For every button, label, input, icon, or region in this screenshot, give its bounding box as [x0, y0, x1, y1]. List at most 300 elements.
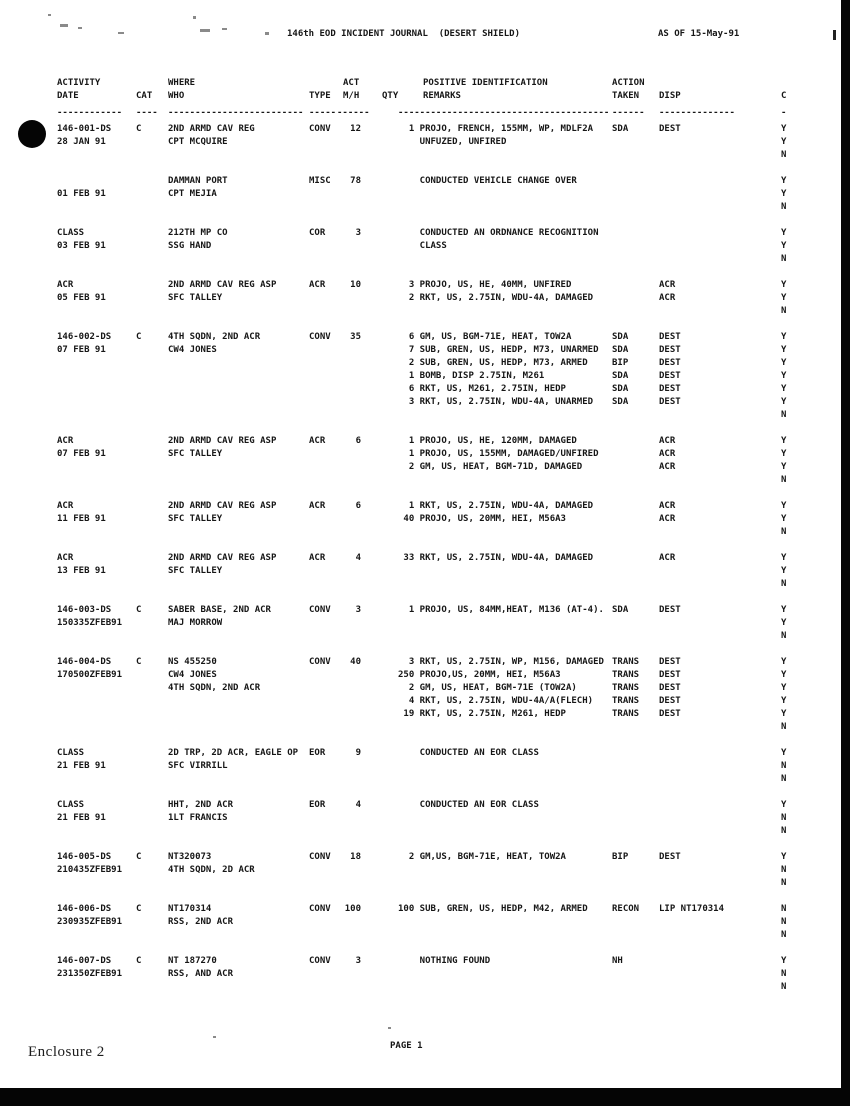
cell-mh: 4: [355, 800, 361, 810]
cell-rem_label: POSITIVE IDENTIFICATION: [423, 78, 548, 88]
table-line: [0, 735, 850, 748]
cell-who: WHO: [168, 91, 185, 101]
cell-date: ------------: [57, 108, 123, 118]
cell-date: 146-003-DS: [57, 605, 112, 615]
cell-type: ACR: [309, 280, 326, 290]
table-line: [0, 787, 850, 800]
cell-c: Y: [781, 657, 787, 667]
cell-c: N: [781, 410, 787, 420]
cell-who: SFC TALLEY: [168, 566, 223, 576]
cell-who: DAMMAN PORT: [168, 176, 228, 186]
cell-act: SDA: [612, 605, 629, 615]
cell-disp: DEST: [659, 670, 681, 680]
cell-date: 146-002-DS: [57, 332, 112, 342]
cell-c: Y: [781, 241, 787, 251]
table-line: [0, 293, 850, 306]
table-line: [0, 306, 850, 319]
cell-type: EOR: [309, 748, 326, 758]
cell-disp: ACR: [659, 462, 676, 472]
cell-who: 4TH SQDN, 2D ACR: [168, 865, 255, 875]
cell-c: N: [781, 865, 787, 875]
cell-who: 2D TRP, 2D ACR, EAGLE OP: [168, 748, 299, 758]
cell-mh: 12: [350, 124, 361, 134]
table-line: [0, 137, 850, 150]
cell-c: N: [781, 475, 787, 485]
cell-who: WHERE: [168, 78, 196, 88]
cell-who: 1LT FRANCIS: [168, 813, 228, 823]
cell-c: N: [781, 774, 787, 784]
table-line: [0, 397, 850, 410]
cell-disp: ACR: [659, 501, 676, 511]
table-line: [0, 449, 850, 462]
cell-date: 28 JAN 91: [57, 137, 106, 147]
cell-act: SDA: [612, 345, 629, 355]
table-line: [0, 657, 850, 670]
table-line: [0, 553, 850, 566]
table-line: [0, 774, 850, 787]
scan-speck: [78, 27, 82, 29]
cell-date: 07 FEB 91: [57, 449, 106, 459]
table-line: [0, 423, 850, 436]
table-line: [0, 189, 850, 202]
cell-disp: DEST: [659, 345, 681, 355]
cell-c: N: [781, 878, 787, 888]
scan-speck: [200, 29, 210, 32]
cell-c: Y: [781, 124, 787, 134]
cell-date: ACR: [57, 553, 74, 563]
cell-disp: DISP: [659, 91, 681, 101]
cell-type: ACR: [309, 553, 326, 563]
as-of-date: AS OF 15-May-91: [658, 29, 740, 39]
cell-mh_label: M/H: [343, 91, 360, 101]
cell-act: SDA: [612, 371, 629, 381]
cell-disp: DEST: [659, 657, 681, 667]
cell-c: N: [781, 930, 787, 940]
cell-rem: 2 GM,US, BGM-71E, HEAT, TOW2A: [398, 852, 566, 862]
cell-who: SFC TALLEY: [168, 449, 223, 459]
cell-rem: CONDUCTED VEHICLE CHANGE OVER: [398, 176, 577, 186]
page-title: 146th EOD INCIDENT JOURNAL (DESERT SHIELD): [287, 29, 520, 39]
cell-disp: DEST: [659, 371, 681, 381]
cell-disp: DEST: [659, 384, 681, 394]
scan-speck: [222, 28, 227, 30]
cell-rem: CONDUCTED AN EOR CLASS: [398, 748, 539, 758]
cell-rem: 1 PROJO, US, HE, 120MM, DAMAGED: [398, 436, 577, 446]
cell-act: BIP: [612, 852, 629, 862]
cell-c: N: [781, 254, 787, 264]
cell-who: 2ND ARMD CAV REG ASP: [168, 553, 277, 563]
table-line: [0, 527, 850, 540]
cell-rem: 6 RKT, US, M261, 2.75IN, HEDP: [398, 384, 566, 394]
cell-c: Y: [781, 228, 787, 238]
cell-disp: ACR: [659, 293, 676, 303]
cell-act: TRANS: [612, 709, 640, 719]
table-line: [0, 319, 850, 332]
table-line: [0, 826, 850, 839]
cell-mh: 10: [350, 280, 361, 290]
cell-rem: 250 PROJO,US, 20MM, HEI, M56A3: [398, 670, 561, 680]
cell-cat: C: [136, 332, 142, 342]
cell-date: CLASS: [57, 228, 85, 238]
cell-c: C: [781, 91, 787, 101]
cell-rem: 4 RKT, US, 2.75IN, WDU-4A/A(FLECH): [398, 696, 594, 706]
cell-c: Y: [781, 956, 787, 966]
cell-date: ACR: [57, 436, 74, 446]
cell-c: N: [781, 826, 787, 836]
cell-act: NH: [612, 956, 623, 966]
cell-act: SDA: [612, 384, 629, 394]
table-line: [0, 631, 850, 644]
cell-who: CW4 JONES: [168, 345, 217, 355]
cell-c: N: [781, 150, 787, 160]
cell-rem: 2 RKT, US, 2.75IN, WDU-4A, DAMAGED: [398, 293, 594, 303]
table-line: [0, 618, 850, 631]
table-line: [0, 462, 850, 475]
cell-c: Y: [781, 566, 787, 576]
cell-disp: DEST: [659, 852, 681, 862]
cell-disp: DEST: [659, 605, 681, 615]
cell-c: Y: [781, 709, 787, 719]
cell-rem: 19 RKT, US, 2.75IN, M261, HEDP: [398, 709, 566, 719]
table-line: [0, 345, 850, 358]
cell-who: 4TH SQDN, 2ND ACR: [168, 683, 261, 693]
table-line: [0, 228, 850, 241]
table-line: [0, 540, 850, 553]
cell-rem: 1 PROJO, FRENCH, 155MM, WP, MDLF2A: [398, 124, 594, 134]
cell-type: TYPE: [309, 91, 331, 101]
cell-c: Y: [781, 449, 787, 459]
cell-c: -: [781, 108, 787, 118]
cell-cat: C: [136, 124, 142, 134]
cell-c: N: [781, 917, 787, 927]
cell-c: Y: [781, 670, 787, 680]
cell-mh: 4: [355, 553, 361, 563]
cell-date: 146-005-DS: [57, 852, 112, 862]
cell-mh: 100: [344, 904, 361, 914]
cell-c: N: [781, 761, 787, 771]
table-line: [0, 150, 850, 163]
cell-date: 231350ZFEB91: [57, 969, 123, 979]
scan-speck: [60, 24, 68, 27]
table-line: [0, 358, 850, 371]
cell-act: SDA: [612, 124, 629, 134]
cell-act: TRANS: [612, 670, 640, 680]
cell-date: 146-004-DS: [57, 657, 112, 667]
cell-c: Y: [781, 618, 787, 628]
scan-edge-bottom: [0, 1088, 850, 1106]
cell-c: Y: [781, 345, 787, 355]
table-line: [0, 722, 850, 735]
cell-date: 21 FEB 91: [57, 761, 106, 771]
scan-speck: [193, 16, 196, 19]
cell-c: Y: [781, 501, 787, 511]
column-header-row: [0, 91, 850, 104]
cell-rem: 3 RKT, US, 2.75IN, WDU-4A, UNARMED: [398, 397, 594, 407]
cell-date: ACR: [57, 280, 74, 290]
cell-disp: DEST: [659, 358, 681, 368]
cell-who: NT320073: [168, 852, 212, 862]
cell-rem: 40 PROJO, US, 20MM, HEI, M56A3: [398, 514, 566, 524]
cell-type: CONV: [309, 124, 331, 134]
cell-c: N: [781, 202, 787, 212]
cell-disp: DEST: [659, 397, 681, 407]
column-header-row: [0, 78, 850, 91]
cell-date: ACTIVITY: [57, 78, 101, 88]
cell-rem: CONDUCTED AN ORDNANCE RECOGNITION: [398, 228, 599, 238]
cell-date: DATE: [57, 91, 79, 101]
cell-who: RSS, 2ND ACR: [168, 917, 234, 927]
cell-rem: 2 GM, US, HEAT, BGM-71D, DAMAGED: [398, 462, 583, 472]
page-number: PAGE 1: [390, 1041, 423, 1051]
cell-mh_label: ACT: [343, 78, 360, 88]
cell-date: 01 FEB 91: [57, 189, 106, 199]
cell-cat: C: [136, 852, 142, 862]
table-line: [0, 436, 850, 449]
scan-speck: [833, 30, 836, 40]
table-line: [0, 501, 850, 514]
cell-c: Y: [781, 605, 787, 615]
cell-who: SABER BASE, 2ND ACR: [168, 605, 271, 615]
enclosure-label: Enclosure 2: [28, 1044, 105, 1060]
table-line: [0, 865, 850, 878]
cell-act: BIP: [612, 358, 629, 368]
cell-date: 230935ZFEB91: [57, 917, 123, 927]
cell-type: ACR: [309, 436, 326, 446]
cell-rem: ---------------------------------------: [398, 108, 610, 118]
table-line: [0, 280, 850, 293]
cell-type: CONV: [309, 605, 331, 615]
table-line: [0, 124, 850, 137]
cell-rem: 1 PROJO, US, 155MM, DAMAGED/UNFIRED: [398, 449, 599, 459]
cell-c: Y: [781, 293, 787, 303]
cell-c: N: [781, 306, 787, 316]
cell-who: NS 455250: [168, 657, 217, 667]
cell-who: 2ND ARMD CAV REG ASP: [168, 436, 277, 446]
cell-c: N: [781, 982, 787, 992]
cell-who: CPT MCQUIRE: [168, 137, 228, 147]
cell-who: SFC TALLEY: [168, 293, 223, 303]
cell-rem: 1 RKT, US, 2.75IN, WDU-4A, DAMAGED: [398, 501, 594, 511]
cell-c: Y: [781, 436, 787, 446]
column-header-rule: [0, 108, 850, 121]
table-line: [0, 241, 850, 254]
cell-cat: C: [136, 605, 142, 615]
cell-who: -------------------------: [168, 108, 304, 118]
cell-disp: ACR: [659, 514, 676, 524]
cell-disp: ACR: [659, 449, 676, 459]
cell-cat: C: [136, 956, 142, 966]
table-line: [0, 254, 850, 267]
cell-qty: QTY: [382, 91, 399, 101]
cell-rem: 3 RKT, US, 2.75IN, WP, M156, DAMAGED: [398, 657, 604, 667]
table-line: [0, 605, 850, 618]
cell-date: 170500ZFEB91: [57, 670, 123, 680]
cell-act: TAKEN: [612, 91, 640, 101]
cell-disp: DEST: [659, 332, 681, 342]
cell-type: ACR: [309, 501, 326, 511]
table-line: [0, 878, 850, 891]
table-line: [0, 943, 850, 956]
cell-date: 146-001-DS: [57, 124, 112, 134]
cell-disp: DEST: [659, 124, 681, 134]
cell-c: N: [781, 631, 787, 641]
scan-speck: [213, 1036, 216, 1038]
cell-disp: ACR: [659, 553, 676, 563]
cell-c: Y: [781, 176, 787, 186]
cell-disp: --------------: [659, 108, 735, 118]
cell-who: 4TH SQDN, 2ND ACR: [168, 332, 261, 342]
cell-mh: 78: [350, 176, 361, 186]
cell-c: N: [781, 969, 787, 979]
cell-type: CONV: [309, 904, 331, 914]
table-line: [0, 514, 850, 527]
cell-cat: C: [136, 904, 142, 914]
cell-mh: 18: [350, 852, 361, 862]
table-line: [0, 761, 850, 774]
table-line: [0, 930, 850, 943]
cell-c: Y: [781, 358, 787, 368]
cell-c: N: [781, 527, 787, 537]
cell-mh: 40: [350, 657, 361, 667]
scan-speck: [48, 14, 51, 16]
cell-date: CLASS: [57, 748, 85, 758]
cell-act: ACTION: [612, 78, 645, 88]
table-line: [0, 384, 850, 397]
cell-who: 2ND ARMD CAV REG ASP: [168, 280, 277, 290]
cell-rem: 100 SUB, GREN, US, HEDP, M42, ARMED: [398, 904, 588, 914]
table-line: [0, 202, 850, 215]
cell-disp: LIP NT170314: [659, 904, 725, 914]
cell-c: Y: [781, 189, 787, 199]
cell-cat: ----: [136, 108, 158, 118]
cell-c: Y: [781, 553, 787, 563]
scan-speck: [388, 1027, 391, 1029]
table-line: [0, 670, 850, 683]
table-line: [0, 800, 850, 813]
cell-c: Y: [781, 514, 787, 524]
cell-who: 212TH MP CO: [168, 228, 228, 238]
cell-rem: CONDUCTED AN EOR CLASS: [398, 800, 539, 810]
cell-who: NT 187270: [168, 956, 217, 966]
cell-date: 146-007-DS: [57, 956, 112, 966]
table-line: [0, 566, 850, 579]
cell-c: Y: [781, 696, 787, 706]
table-line: [0, 592, 850, 605]
cell-mh: 3: [355, 605, 361, 615]
table-line: [0, 852, 850, 865]
cell-type: EOR: [309, 800, 326, 810]
table-line: [0, 839, 850, 852]
cell-date: CLASS: [57, 800, 85, 810]
cell-rem_label: REMARKS: [423, 91, 461, 101]
cell-act: SDA: [612, 332, 629, 342]
cell-who: 2ND ARMD CAV REG: [168, 124, 255, 134]
cell-c: Y: [781, 683, 787, 693]
cell-mh: 3: [355, 956, 361, 966]
cell-c: Y: [781, 800, 787, 810]
table-line: [0, 696, 850, 709]
cell-act: TRANS: [612, 683, 640, 693]
cell-rem: 2 SUB, GREN, US, HEDP, M73, ARMED: [398, 358, 588, 368]
cell-c: Y: [781, 397, 787, 407]
cell-date: 210435ZFEB91: [57, 865, 123, 875]
table-line: [0, 371, 850, 384]
table-line: [0, 748, 850, 761]
cell-who: MAJ MORROW: [168, 618, 223, 628]
cell-who: SFC TALLEY: [168, 514, 223, 524]
cell-mh: 9: [355, 748, 361, 758]
cell-c: Y: [781, 852, 787, 862]
cell-type: -----: [309, 108, 337, 118]
cell-rem: 6 GM, US, BGM-71E, HEAT, TOW2A: [398, 332, 572, 342]
table-line: [0, 488, 850, 501]
cell-date: ACR: [57, 501, 74, 511]
cell-c: Y: [781, 748, 787, 758]
cell-disp: DEST: [659, 709, 681, 719]
cell-date: 03 FEB 91: [57, 241, 106, 251]
cell-disp: DEST: [659, 683, 681, 693]
cell-rem: NOTHING FOUND: [398, 956, 491, 966]
cell-who: CPT MEJIA: [168, 189, 217, 199]
cell-mh: 6: [355, 501, 361, 511]
cell-who: SFC VIRRILL: [168, 761, 228, 771]
cell-c: N: [781, 722, 787, 732]
cell-mh: 35: [350, 332, 361, 342]
cell-date: 146-006-DS: [57, 904, 112, 914]
table-line: [0, 683, 850, 696]
table-line: [0, 176, 850, 189]
cell-type: CONV: [309, 332, 331, 342]
cell-who: CW4 JONES: [168, 670, 217, 680]
cell-c: N: [781, 904, 787, 914]
cell-act: TRANS: [612, 696, 640, 706]
table-line: [0, 709, 850, 722]
table-line: [0, 267, 850, 280]
cell-who: 2ND ARMD CAV REG ASP: [168, 501, 277, 511]
table-line: [0, 982, 850, 995]
cell-mh: 6: [355, 436, 361, 446]
cell-rem: 1 BOMB, DISP 2.75IN, M261: [398, 371, 545, 381]
cell-rem: 3 PROJO, US, HE, 40MM, UNFIRED: [398, 280, 572, 290]
cell-type: COR: [309, 228, 326, 238]
table-line: [0, 969, 850, 982]
cell-rem: 2 GM, US, HEAT, BGM-71E (TOW2A): [398, 683, 577, 693]
cell-rem: UNFUZED, UNFIRED: [398, 137, 507, 147]
cell-who: SSG HAND: [168, 241, 212, 251]
cell-c: Y: [781, 384, 787, 394]
cell-date: 21 FEB 91: [57, 813, 106, 823]
cell-act: RECON: [612, 904, 640, 914]
cell-who: HHT, 2ND ACR: [168, 800, 234, 810]
cell-type: CONV: [309, 852, 331, 862]
cell-type: MISC: [309, 176, 331, 186]
cell-cat: C: [136, 657, 142, 667]
cell-rem: CLASS: [398, 241, 447, 251]
cell-type: CONV: [309, 956, 331, 966]
cell-disp: ACR: [659, 436, 676, 446]
cell-rem: 1 PROJO, US, 84MM,HEAT, M136 (AT-4).: [398, 605, 604, 615]
cell-c: Y: [781, 332, 787, 342]
cell-c: Y: [781, 371, 787, 381]
cell-act: SDA: [612, 397, 629, 407]
cell-date: 150335ZFEB91: [57, 618, 123, 628]
cell-type: CONV: [309, 657, 331, 667]
cell-c: N: [781, 579, 787, 589]
cell-date: 13 FEB 91: [57, 566, 106, 576]
cell-c: Y: [781, 137, 787, 147]
cell-c: Y: [781, 280, 787, 290]
cell-date: 07 FEB 91: [57, 345, 106, 355]
